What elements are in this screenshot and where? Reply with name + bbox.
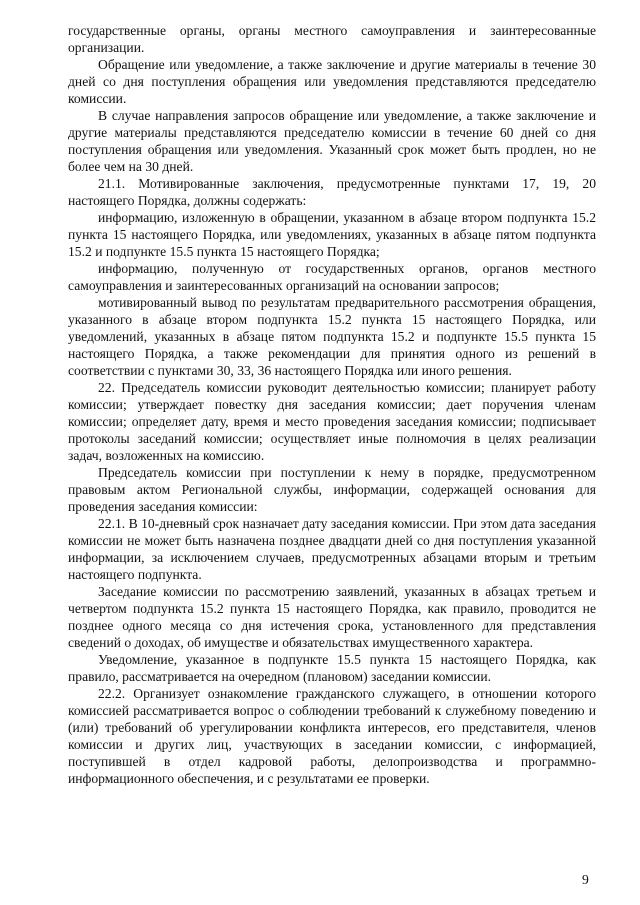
paragraph: 21.1. Мотивированные заключения, предусмотренные пунктами 17, 19, 20 настоящего Порядка, должны содержать: bbox=[68, 176, 596, 208]
paragraph: информацию, изложенную в обращении, указанном в абзаце втором подпункта 15.2 пункта 15 настоящего Порядка, или уведомлениях, указанных в абзаце пятом подпункта 15.2 и подпункте 15.5 пункта 15 настоящего Порядка; bbox=[68, 210, 596, 259]
paragraph: В случае направления запросов обращение или уведомление, а также заключение и другие материалы представляются председателю комиссии в течение 60 дней со дня поступления обращения или уведомления. Указанный срок может быть продлен, но не более чем на 30 дней. bbox=[68, 108, 596, 174]
paragraph: Уведомление, указанное в подпункте 15.5 пункта 15 настоящего Порядка, как правило, рассматривается на очередном (плановом) заседании комиссии. bbox=[68, 652, 596, 684]
paragraph-continuation: государственные органы, органы местного самоуправления и заинтересованные организации. bbox=[68, 23, 596, 55]
paragraph: мотивированный вывод по результатам предварительного рассмотрения обращения, указанного в абзаце втором подпункта 15.2 пункта 15 настоящего Порядка, или уведомлений, указанных в абзаце пятом подпункта 15.2 и подпункте 15.5 пункта 15 настоящего Порядка, а также рекомендации для принятия одного из решений в соответствии с пунктами 30, 33, 36 настоящего Порядка или иного решения. bbox=[68, 295, 596, 378]
paragraph: Обращение или уведомление, а также заключение и другие материалы в течение 30 дней со дня поступления обращения или уведомления представляются председателю комиссии. bbox=[68, 57, 596, 106]
document-body bbox=[68, 22, 596, 787]
paragraph: 22.1. В 10-дневный срок назначает дату заседания комиссии. При этом дата заседания комиссии не может быть назначена позднее двадцати дней со дня поступления указанной информации, за исключением случаев, предусмотренных абзацами вторым и третьим настоящего подпункта. bbox=[68, 516, 596, 582]
page-number: 9 bbox=[582, 872, 589, 887]
paragraph: 22.2. Организует ознакомление гражданского служащего, в отношении которого комиссией рассматривается вопрос о соблюдении требований к служебному поведению и (или) требований об урегулировании конфликта интересов, его представителя, членов комиссии и других лиц, участвующих в заседании комиссии, с информацией, поступившей в отдел кадровой работы, делопроизводства и программно-информационного обеспечения, и с результатами ее проверки. bbox=[68, 686, 596, 786]
paragraph: Заседание комиссии по рассмотрению заявлений, указанных в абзацах третьем и четвертом подпункта 15.2 пункта 15 настоящего Порядка, как правило, проводится не позднее одного месяца со дня истечения срока, установленного для представления сведений о доходах, об имуществе и обязательствах имущественного характера. bbox=[68, 584, 596, 650]
paragraph: 22. Председатель комиссии руководит деятельностью комиссии; планирует работу комиссии; утверждает повестку дня заседания комиссии; дает поручения членам комиссии; определяет дату, время и место проведения заседания комиссии; подписывает протоколы заседаний комиссии; осуществляет иные полномочия в целях реализации задач, возложенных на комиссию. bbox=[68, 380, 596, 463]
paragraph: Председатель комиссии при поступлении к нему в порядке, предусмотренном правовым актом Региональной службы, информации, содержащей основания для проведения заседания комиссии: bbox=[68, 465, 596, 514]
paragraph: информацию, полученную от государственных органов, органов местного самоуправления и заинтересованных организаций на основании запросов; bbox=[68, 261, 596, 293]
